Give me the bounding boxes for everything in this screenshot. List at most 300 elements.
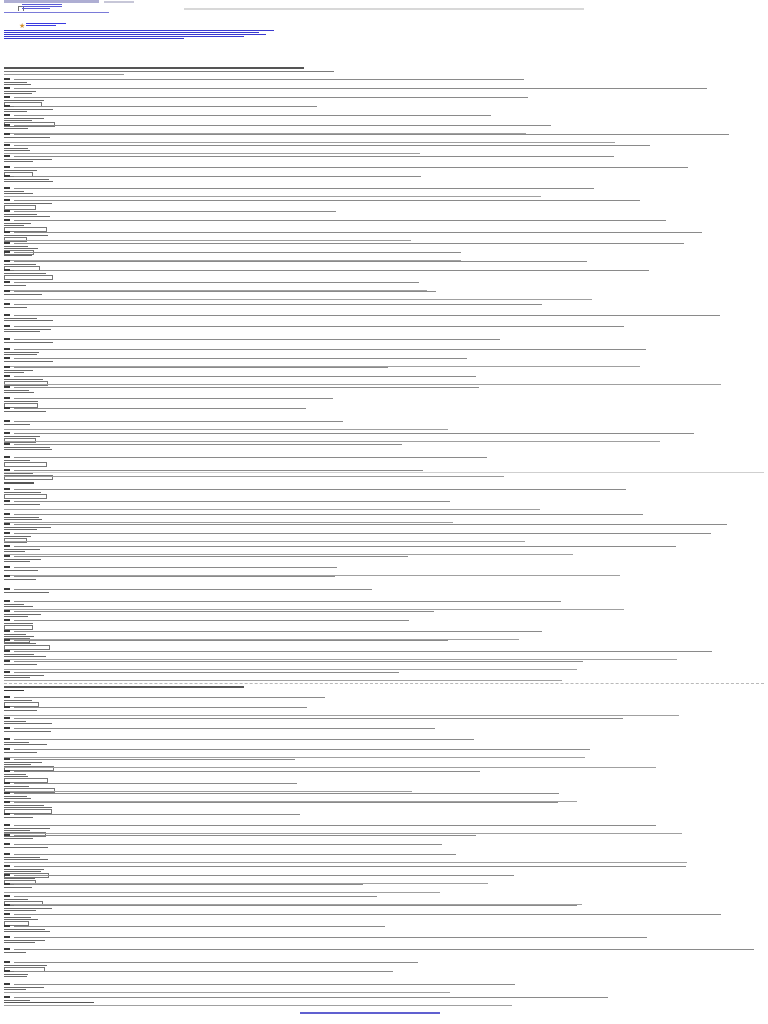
- favorite-links[interactable]: [26, 23, 86, 27]
- question-number: [4, 824, 10, 826]
- question-text: [14, 546, 676, 547]
- question-text: [14, 835, 476, 836]
- answer-option[interactable]: [4, 100, 44, 101]
- question-text: [14, 367, 388, 368]
- question-number: [4, 456, 10, 458]
- answer-option[interactable]: [4, 654, 34, 655]
- answer-option[interactable]: [4, 150, 30, 151]
- answer-option[interactable]: [4, 273, 46, 274]
- answer-option[interactable]: [4, 519, 42, 520]
- page-header: [4, 0, 764, 70]
- question-text: [14, 771, 480, 772]
- question-number: [4, 630, 10, 632]
- question-text: [14, 408, 306, 409]
- answer-option[interactable]: [4, 223, 31, 224]
- question-number: [4, 948, 10, 950]
- question-text: [14, 783, 297, 784]
- explanation-text: [4, 862, 687, 863]
- section-marker: [4, 690, 24, 691]
- question-number: [4, 523, 10, 525]
- question-number: [4, 904, 10, 906]
- answer-box[interactable]: [4, 494, 47, 499]
- nav-underline: [4, 12, 109, 13]
- answer-option[interactable]: [4, 942, 35, 943]
- question-text: [14, 270, 649, 271]
- question-text: [14, 640, 448, 641]
- question-text: [14, 79, 524, 80]
- answer-option[interactable]: [4, 331, 40, 332]
- answer-option[interactable]: [4, 137, 50, 138]
- answer-option[interactable]: [4, 504, 40, 505]
- question-text: [14, 349, 646, 350]
- question-text: [14, 707, 307, 708]
- answer-option[interactable]: [4, 320, 53, 321]
- question-number: [4, 566, 10, 568]
- question-text: [14, 387, 479, 388]
- answer-option[interactable]: [4, 527, 51, 528]
- subnav-links[interactable]: [22, 4, 62, 10]
- section-divider: [4, 472, 764, 473]
- answer-option[interactable]: [4, 796, 27, 797]
- question-text: [14, 739, 474, 740]
- question-number: [4, 792, 10, 794]
- answer-option[interactable]: [4, 120, 32, 121]
- breadcrumb-sublink[interactable]: [104, 1, 134, 3]
- answer-option[interactable]: [4, 460, 30, 461]
- explanation-text: [4, 680, 562, 681]
- question-number: [4, 290, 10, 292]
- question-text: [14, 167, 688, 168]
- answer-option[interactable]: [4, 606, 33, 607]
- answer-box[interactable]: [4, 645, 50, 650]
- explanation-text: [4, 715, 679, 716]
- answer-option[interactable]: [4, 764, 31, 765]
- question-number: [4, 639, 10, 641]
- question-number: [4, 357, 10, 359]
- answer-option[interactable]: [4, 411, 46, 412]
- explanation-text: [4, 1005, 512, 1006]
- answer-option[interactable]: [4, 329, 51, 330]
- question-text: [14, 261, 587, 262]
- answer-option[interactable]: [4, 869, 44, 870]
- explanation-text: [4, 429, 448, 430]
- question-text: [14, 672, 399, 673]
- question-text: [14, 315, 720, 316]
- question-number: [4, 303, 10, 305]
- section-title: [4, 67, 304, 69]
- question-number: [4, 727, 10, 729]
- answer-option[interactable]: [4, 561, 30, 562]
- question-text: [14, 866, 686, 867]
- answer-option[interactable]: [4, 181, 53, 182]
- answer-option[interactable]: [4, 987, 44, 988]
- question-text: [14, 802, 558, 803]
- question-text: [14, 232, 702, 233]
- question-text: [14, 884, 363, 885]
- question-text: [14, 339, 500, 340]
- question-number: [4, 853, 10, 855]
- answer-option[interactable]: [4, 710, 37, 711]
- explanation-text: [4, 757, 585, 758]
- question-number: [4, 281, 10, 283]
- question-text: [14, 962, 418, 963]
- answer-option[interactable]: [4, 974, 28, 975]
- answer-option[interactable]: [4, 354, 37, 355]
- answer-option[interactable]: [4, 109, 53, 110]
- question-text: [14, 814, 300, 815]
- answer-option[interactable]: [4, 917, 31, 918]
- answer-option[interactable]: [4, 193, 33, 194]
- explanation-text: [4, 142, 615, 143]
- question-text: [14, 749, 590, 750]
- answer-option[interactable]: [4, 447, 50, 448]
- answer-option[interactable]: [4, 128, 28, 129]
- question-number: [4, 834, 10, 836]
- question-number: [4, 133, 10, 135]
- answer-box[interactable]: [4, 275, 53, 280]
- answer-option[interactable]: [4, 721, 26, 722]
- question-number: [4, 420, 10, 422]
- question-text: [14, 971, 393, 972]
- explanation-text: [4, 299, 592, 300]
- question-number: [4, 96, 10, 98]
- answer-option[interactable]: [4, 264, 36, 265]
- answer-option[interactable]: [4, 677, 30, 678]
- question-number: [4, 532, 10, 534]
- question-number: [4, 500, 10, 502]
- question-text: [14, 326, 624, 327]
- answer-option[interactable]: [4, 830, 30, 831]
- answer-option[interactable]: [4, 786, 29, 787]
- answer-option[interactable]: [4, 235, 48, 236]
- question-number: [4, 513, 10, 515]
- question-number: [4, 913, 10, 915]
- question-text: [14, 489, 626, 490]
- answer-option[interactable]: [4, 604, 24, 605]
- answer-option[interactable]: [4, 847, 48, 848]
- question-number: [4, 348, 10, 350]
- answer-option[interactable]: [4, 643, 36, 644]
- question-text: [14, 88, 707, 89]
- answer-option[interactable]: [4, 536, 31, 537]
- answer-option[interactable]: [4, 817, 33, 818]
- question-number: [4, 738, 10, 740]
- question-number: [4, 242, 10, 244]
- answer-option[interactable]: [4, 828, 50, 829]
- answer-option[interactable]: [4, 118, 44, 119]
- question-number: [4, 166, 10, 168]
- question-text: [14, 905, 577, 906]
- answer-option[interactable]: [4, 436, 40, 437]
- answer-option[interactable]: [4, 664, 37, 665]
- answer-option[interactable]: [4, 203, 52, 204]
- question-text: [14, 188, 594, 189]
- answer-option[interactable]: [4, 857, 40, 858]
- question-text: [14, 457, 487, 458]
- answer-option[interactable]: [4, 111, 27, 112]
- question-number: [4, 650, 10, 652]
- answer-option[interactable]: [4, 774, 26, 775]
- question-number: [4, 983, 10, 985]
- question-number: [4, 397, 10, 399]
- question-text: [14, 697, 325, 698]
- answer-option[interactable]: [4, 675, 44, 676]
- answer-option[interactable]: [4, 82, 27, 83]
- explanation-text: [4, 669, 577, 670]
- question-number: [4, 883, 10, 885]
- answer-option[interactable]: [4, 246, 28, 247]
- question-text: [14, 567, 337, 568]
- answer-option[interactable]: [4, 908, 52, 909]
- question-number: [4, 865, 10, 867]
- explanation-text: [4, 441, 660, 442]
- answer-option[interactable]: [4, 517, 39, 518]
- explanation-text: [4, 240, 411, 241]
- section-footnote: [4, 1002, 94, 1003]
- question-number: [4, 936, 10, 938]
- question-number: [4, 961, 10, 963]
- answer-option[interactable]: [4, 93, 32, 94]
- answer-option[interactable]: [4, 1000, 30, 1001]
- question-text: [14, 252, 461, 253]
- question-text: [14, 926, 385, 927]
- question-number: [4, 325, 10, 327]
- answer-option[interactable]: [4, 255, 32, 256]
- answer-option[interactable]: [4, 940, 45, 941]
- answer-option[interactable]: [4, 976, 27, 977]
- answer-option[interactable]: [4, 899, 28, 900]
- question-text: [14, 759, 295, 760]
- answer-option[interactable]: [4, 859, 48, 860]
- answer-option[interactable]: [4, 878, 35, 879]
- answer-option[interactable]: [4, 592, 49, 593]
- answer-option[interactable]: [4, 723, 52, 724]
- footer-link[interactable]: [300, 1012, 440, 1014]
- question-text: [14, 651, 712, 652]
- answer-option[interactable]: [4, 731, 51, 732]
- answer-option[interactable]: [4, 871, 41, 872]
- answer-option[interactable]: [4, 887, 32, 888]
- star-icon[interactable]: ★: [19, 22, 26, 30]
- question-text: [14, 282, 419, 283]
- answer-option[interactable]: [4, 392, 34, 393]
- answer-option[interactable]: [4, 342, 53, 343]
- question-number: [4, 210, 10, 212]
- question-number: [4, 801, 10, 803]
- question-text: [14, 176, 421, 177]
- question-number: [4, 260, 10, 262]
- explanation-text: [4, 554, 573, 555]
- answer-option[interactable]: [4, 361, 53, 362]
- answer-option[interactable]: [4, 285, 26, 286]
- answer-option[interactable]: [4, 318, 37, 319]
- answer-option[interactable]: [4, 656, 46, 657]
- explanation-text: [4, 384, 721, 385]
- question-text: [14, 620, 409, 621]
- answer-option[interactable]: [4, 952, 26, 953]
- answer-option[interactable]: [4, 248, 38, 249]
- page-title-bar: [184, 8, 584, 10]
- answer-option[interactable]: [4, 529, 37, 530]
- question-number: [4, 375, 10, 377]
- question-number: [4, 660, 10, 662]
- answer-box[interactable]: [4, 462, 47, 467]
- question-number: [4, 758, 10, 760]
- answer-option[interactable]: [4, 84, 31, 85]
- question-number: [4, 338, 10, 340]
- question-number: [4, 545, 10, 547]
- question-number: [4, 114, 10, 116]
- answer-option[interactable]: [4, 623, 33, 624]
- question-text: [14, 601, 561, 602]
- explanation-text: [4, 541, 525, 542]
- question-number: [4, 925, 10, 927]
- question-number: [4, 175, 10, 177]
- answer-option[interactable]: [4, 634, 26, 635]
- question-text: [14, 589, 372, 590]
- answer-option[interactable]: [4, 492, 41, 493]
- answer-option[interactable]: [4, 159, 52, 160]
- section-intro: [4, 476, 504, 477]
- answer-option[interactable]: [4, 294, 42, 295]
- question-number: [4, 269, 10, 271]
- resource-link-list[interactable]: [4, 30, 284, 40]
- question-number: [4, 874, 10, 876]
- question-text: [14, 728, 435, 729]
- question-text: [14, 576, 335, 577]
- explanation-text: [4, 767, 656, 768]
- question-text: [14, 125, 551, 126]
- question-text: [14, 844, 442, 845]
- question-text: [14, 211, 336, 212]
- question-text: [14, 661, 583, 662]
- question-number: [4, 199, 10, 201]
- question-number: [4, 231, 10, 233]
- question-text: [14, 501, 450, 502]
- question-number: [4, 407, 10, 409]
- answer-option[interactable]: [4, 161, 33, 162]
- breadcrumb-link[interactable]: [4, 0, 99, 3]
- question-text: [14, 358, 467, 359]
- question-text: [14, 220, 666, 221]
- section-note: [4, 74, 124, 75]
- answer-option[interactable]: [4, 570, 38, 571]
- explanation-text: [4, 522, 453, 523]
- answer-option[interactable]: [4, 379, 43, 380]
- question-number: [4, 144, 10, 146]
- answer-option[interactable]: [4, 214, 37, 215]
- explanation-text: [4, 196, 541, 197]
- question-text: [14, 115, 491, 116]
- answer-option[interactable]: [4, 449, 52, 450]
- question-text: [14, 514, 643, 515]
- question-number: [4, 219, 10, 221]
- question-number: [4, 610, 10, 612]
- answer-option[interactable]: [4, 762, 42, 763]
- question-text: [14, 984, 515, 985]
- explanation-text: [4, 659, 677, 660]
- question-number: [4, 706, 10, 708]
- question-text: [14, 875, 514, 876]
- answer-option[interactable]: [4, 148, 28, 149]
- answer-option[interactable]: [4, 91, 36, 92]
- answer-option[interactable]: [4, 225, 24, 226]
- answer-option[interactable]: [4, 700, 32, 701]
- answer-option[interactable]: [4, 931, 50, 932]
- question-text: [14, 524, 727, 525]
- answer-option[interactable]: [4, 776, 28, 777]
- answer-option[interactable]: [4, 744, 47, 745]
- question-number: [4, 87, 10, 89]
- answer-option[interactable]: [4, 929, 45, 930]
- question-number: [4, 78, 10, 80]
- question-number: [4, 970, 10, 972]
- question-number: [4, 105, 10, 107]
- explanation-text: [4, 833, 682, 834]
- question-text: [14, 134, 729, 135]
- question-number: [4, 314, 10, 316]
- answer-option[interactable]: [4, 838, 33, 839]
- answer-option[interactable]: [4, 191, 24, 192]
- answer-option[interactable]: [4, 370, 33, 371]
- answer-option[interactable]: [4, 919, 38, 920]
- answer-option[interactable]: [4, 989, 26, 990]
- answer-option[interactable]: [4, 805, 44, 806]
- question-text: [14, 243, 684, 244]
- answer-option[interactable]: [4, 170, 37, 171]
- answer-option[interactable]: [4, 559, 41, 560]
- question-number: [4, 671, 10, 673]
- answer-option[interactable]: [4, 424, 30, 425]
- answer-option[interactable]: [4, 965, 47, 966]
- question-number: [4, 575, 10, 577]
- section-title: [4, 686, 244, 688]
- answer-option[interactable]: [4, 179, 49, 180]
- answer-option[interactable]: [4, 372, 24, 373]
- answer-option[interactable]: [4, 216, 50, 217]
- section-title: [4, 482, 34, 484]
- question-text: [14, 421, 343, 422]
- answer-option[interactable]: [4, 910, 36, 911]
- question-number: [4, 588, 10, 590]
- answer-option[interactable]: [4, 307, 27, 308]
- answer-option[interactable]: [4, 401, 38, 402]
- question-text: [14, 793, 559, 794]
- answer-option[interactable]: [4, 473, 33, 474]
- question-number: [4, 843, 10, 845]
- question-text: [14, 914, 721, 915]
- question-text: [14, 896, 377, 897]
- answer-option[interactable]: [4, 752, 37, 753]
- answer-option[interactable]: [4, 390, 29, 391]
- answer-option[interactable]: [4, 549, 40, 550]
- question-text: [14, 533, 711, 534]
- answer-option[interactable]: [4, 636, 34, 637]
- answer-option[interactable]: [4, 807, 52, 808]
- answer-option[interactable]: [4, 614, 41, 615]
- answer-option[interactable]: [4, 742, 29, 743]
- question-number: [4, 469, 10, 471]
- answer-option[interactable]: [4, 352, 39, 353]
- answer-option[interactable]: [4, 616, 28, 617]
- question-text: [14, 718, 623, 719]
- question-number: [4, 555, 10, 557]
- answer-option[interactable]: [4, 551, 25, 552]
- question-number: [4, 748, 10, 750]
- question-text: [14, 304, 542, 305]
- answer-option[interactable]: [4, 798, 31, 799]
- answer-option[interactable]: [4, 579, 36, 580]
